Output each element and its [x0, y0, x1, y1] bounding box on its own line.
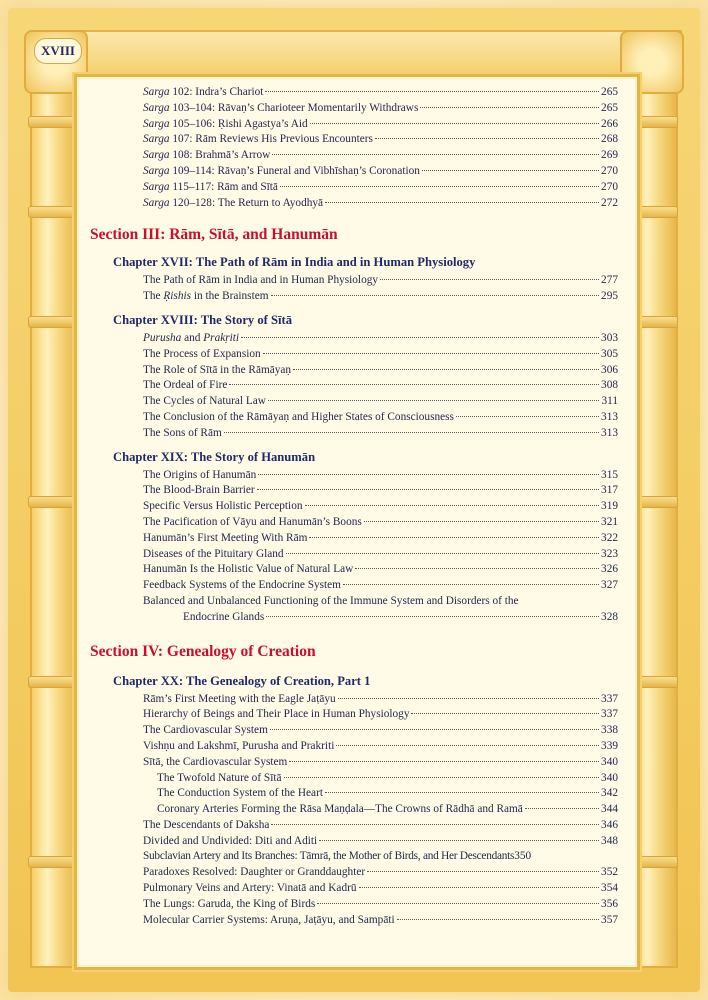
left-pillar: [30, 74, 78, 968]
toc-entry[interactable]: Sarga 120–128: The Return to Ayodhyā 272: [143, 196, 618, 209]
toc-entry[interactable]: The Role of Sītā in the Rāmāyaṇ 306: [143, 363, 618, 376]
toc-subentry[interactable]: The Twofold Nature of Sītā 340: [157, 771, 618, 784]
section-title: Section III: Rām, Sītā, and Hanumān: [90, 226, 338, 244]
toc-entry[interactable]: Diseases of the Pituitary Gland 323: [143, 547, 618, 560]
toc-entry[interactable]: The Ṛishis in the Brainstem 295: [143, 290, 618, 303]
toc-entry[interactable]: The Sons of Rām 313: [143, 426, 618, 439]
toc-entry[interactable]: Pulmonary Veins and Artery: Vinatā and Kadrū 354: [143, 882, 618, 895]
toc-entry[interactable]: Sarga 107: Rām Reviews His Previous Encounters 268: [143, 133, 618, 146]
toc-entry[interactable]: Divided and Undivided: Diti and Aditi 348: [143, 834, 618, 847]
toc-entry[interactable]: Sītā, the Cardiovascular System 340: [143, 755, 618, 768]
section-title: Section IV: Genealogy of Creation: [90, 642, 316, 660]
toc-entry[interactable]: Balanced and Unbalanced Functioning of the Immune System and Disorders of the: [143, 594, 519, 607]
toc-entry[interactable]: The Origins of Hanumān 315: [143, 468, 618, 481]
chapter-entries: [143, 692, 618, 929]
toc-entry[interactable]: The Process of Expansion 305: [143, 347, 618, 360]
toc-entry[interactable]: Sarga 105–106: Ṛishi Agastya’s Aid 266: [143, 117, 618, 130]
toc-entry[interactable]: Sarga 103–104: Rāvaṇ’s Charioteer Momentarily Withdraws 265: [143, 101, 618, 114]
toc-entry[interactable]: The Cycles of Natural Law 311: [143, 395, 618, 408]
toc-entry[interactable]: The Descendants of Daksha 346: [143, 818, 618, 831]
toc-entry[interactable]: The Conclusion of the Rāmāyaṇ and Higher States of Consciousness 313: [143, 410, 618, 423]
chapter-title[interactable]: Chapter XVIII: The Story of Sītā: [113, 312, 293, 327]
toc-entry[interactable]: Sarga 108: Brahmā’s Arrow 269: [143, 149, 618, 162]
toc-entry[interactable]: Rām’s First Meeting with the Eagle Jaṭāyu 337: [143, 692, 618, 705]
table-of-contents: [90, 85, 618, 928]
toc-entry[interactable]: The Ordeal of Fire 308: [143, 379, 618, 392]
chapter-entries: [143, 468, 618, 626]
toc-entry[interactable]: Paradoxes Resolved: Daughter or Granddaughter 352: [143, 866, 618, 879]
toc-entry[interactable]: Sarga 102: Indra’s Chariot 265: [143, 86, 618, 98]
toc-continued-list: [143, 85, 618, 211]
toc-entry[interactable]: Feedback Systems of the Endocrine System 327: [143, 579, 618, 592]
toc-entry[interactable]: Purusha and Prakṛiti 303: [143, 331, 618, 344]
toc-entry[interactable]: The Path of Rām in India and in Human Physiology 277: [143, 274, 618, 287]
toc-entry[interactable]: The Cardiovascular System 338: [143, 724, 618, 737]
toc-entry[interactable]: Hanumān Is the Holistic Value of Natural Law 326: [143, 563, 618, 576]
toc-subentry[interactable]: The Conduction System of the Heart 342: [157, 787, 618, 800]
toc-entry[interactable]: Molecular Carrier Systems: Aruṇa, Jaṭāyu, and Sampāti 357: [143, 913, 618, 926]
toc-entry[interactable]: Vishṇu and Lakshmī, Purusha and Prakriti 339: [143, 739, 618, 752]
chapter-title[interactable]: Chapter XIX: The Story of Hanumān: [113, 449, 316, 464]
chapter-entries: [143, 273, 618, 305]
page-number: XVIII: [34, 38, 82, 64]
toc-subentry[interactable]: Coronary Arteries Forming the Rāsa Maṇḍala—The Crowns of Rādhā and Ramā 344: [157, 803, 618, 816]
frame-top-lintel: [30, 30, 682, 78]
chapter-title[interactable]: Chapter XX: The Genealogy of Creation, Part 1: [113, 673, 371, 688]
chapter-entries: [143, 331, 618, 442]
toc-entry[interactable]: The Pacification of Vāyu and Hanumān’s Boons 321: [143, 515, 618, 528]
toc-entry[interactable]: Specific Versus Holistic Perception 319: [143, 500, 618, 513]
toc-entry[interactable]: Hanumān’s First Meeting With Rām 322: [143, 531, 618, 544]
toc-entry[interactable]: The Blood-Brain Barrier 317: [143, 484, 618, 497]
chapter-title[interactable]: Chapter XVII: The Path of Rām in India and in Human Physiology: [113, 255, 476, 270]
toc-entry[interactable]: The Lungs: Garuda, the King of Birds 356: [143, 897, 618, 910]
toc-entry-continued[interactable]: Endocrine Glands 328: [183, 610, 618, 623]
toc-entry[interactable]: Subclavian Artery and Its Branches: Tāmrā, the Mother of Birds, and Her Descendants 350: [143, 850, 532, 863]
toc-entry[interactable]: Hierarchy of Beings and Their Place in Human Physiology 337: [143, 708, 618, 721]
toc-entry[interactable]: Sarga 109–114: Rāvaṇ’s Funeral and Vibhīshaṇ’s Coronation 270: [143, 164, 618, 177]
toc-entry[interactable]: Sarga 115–117: Rām and Sītā 270: [143, 180, 618, 193]
